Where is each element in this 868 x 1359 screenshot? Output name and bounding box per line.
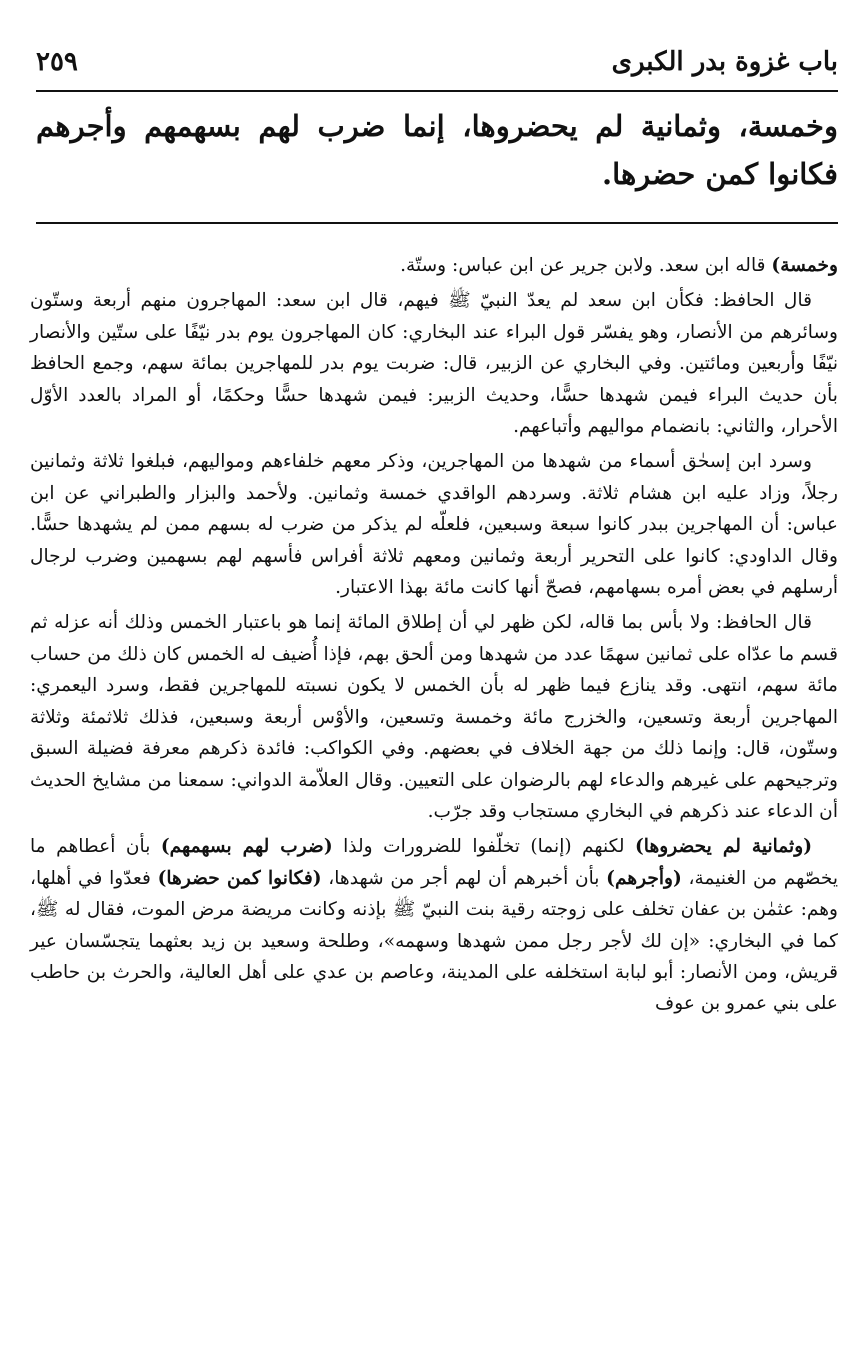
commentary-text: بأن أخبرهم أن لهم أجر من شهدها، [321, 867, 607, 889]
commentary-paragraph-4 [30, 607, 838, 827]
commentary-text: قال الحافظ: ولا بأس بما قاله، لكن ظهر لي أن إطلاق المائة إنما هو باعتبار الخمس وذلك أنه عزله ثم قسم ما عدّاه على ثمانين سهمًا عدد من شهدها ومن ألحق بهم، فإذا أُضيف له الخمس كان ذلك من حساب مائة سهم، انتهى. وقد ينازع فيما ظهر له بأن الخمس لا يكون نسبته للمهاجرين فقط، وسرد اليعمري: المهاجرين أربعة وتسعين، والخزرج مائة وخمسة وتسعين، والأوْس أربعة وسبعين، فذلك ثلاثمئة وثلاثة وستّون، قال: وإنما ذلك من جهة الخلاف في بعضهم. وفي الكواكب: فائدة ذكرهم معرفة فضيلة السبق وترجيحهم على غيرهم والدعاء لهم بالرضوان على التعيين. وقال العلاّمة الدواني: سمعنا من مشايخ الحديث أن الدعاء عند ذكرهم في البخاري مستجاب وقد جرّب. [30, 612, 838, 822]
commentary-paragraph-3 [30, 446, 838, 603]
lemma: (وأجرهم) [606, 867, 682, 889]
commentary-text: لكنهم (إنما) تخلّفوا للضرورات ولذا [332, 836, 635, 858]
lemma: (ضرب لهم بسهمهم) [160, 836, 333, 858]
commentary-text: قاله ابن سعد. ولابن جرير عن ابن عباس: وستّة. [400, 255, 772, 276]
divider-rule [36, 222, 838, 224]
commentary-text: وسرد ابن إسحٰق أسماء من شهدها من المهاجرين، وذكر معهم خلفاءهم ومواليهم، فبلغوا ثلاثة وثمانين رجلاً، وزاد عليه ابن هشام ثلاثة. وسردهم الواقدي خمسة وثمانين. ولأحمد والبزار والطبراني عن ابن عباس: أن المهاجرين ببدر كانوا سبعة وسبعين، فلعلّه لم يذكر من ضرب له بسهم ممن لم يشهدها حسًّا. وقال الداودي: كانوا على التحرير أربعة وثمانين ومعهم ثلاثة أفراس فأسهم لهم بسهمين وضرب لرجال أرسلهم في بعض أمره بسهامهم، فصحّ أنها كانت مائة بهذا الاعتبار. [30, 451, 838, 599]
header-rule [36, 90, 838, 92]
commentary [30, 250, 838, 1024]
lemma: (وثمانية لم يحضروها) [635, 836, 812, 858]
commentary-text: فعدّوا في أهلها، وهم: عثمٰن بن عفان تخلف على زوجته رقية بنت النبيّ ﷺ بإذنه وكانت مريضة مرض الموت، فقال له ﷺ، كما في البخاري: «إن لك لأجر رجل ممن شهدها وسهمه»، وطلحة وسعيد بن زيد بعثهما يتجسّسان عير قريش، ومن الأنصار: أبو لبابة استخلفه على المدينة، وعاصم بن عدي على أهل العالية، والحرث بن حاطب على بني عمرو بن عوف [30, 867, 838, 1015]
commentary-paragraph-5 [30, 831, 838, 1019]
commentary-paragraph-2 [30, 285, 838, 442]
running-title: باب غزوة بدر الكبرى [611, 47, 838, 77]
commentary-text: بأن أعطاهم ما يخصّهم من الغنيمة، [30, 836, 838, 889]
lemma: وخمسة) [771, 255, 838, 276]
commentary-paragraph-1 [30, 250, 838, 281]
commentary-text: قال الحافظ: فكأن ابن سعد لم يعدّ النبيّ ﷺ فيهم، قال ابن سعد: المهاجرون منهم أربعة وستّون وسائرهم من الأنصار، وهو يفسّر قول البراء عند البخاري: كان المهاجرون يوم بدر نيّفًا على ستّين والأنصار نيّفًا وأربعين ومائتين. وفي البخاري عن الزبير، قال: ضربت يوم بدر للمهاجرين بمائة سهم، وجمع الحافظ بأن حديث البراء فيمن شهدها حسًّا، وحديث الزبير: فيمن شهدها حسًّا وحكمًا، أو المراد بالعدد الأوّل الأحرار، والثاني: بانضمام مواليهم وأتباعهم. [30, 290, 838, 438]
main-text [36, 102, 838, 198]
page-number: ٢٥٩ [36, 47, 78, 77]
page-header [36, 38, 838, 86]
main-text-content: وخمسة، وثمانية لم يحضروها، إنما ضرب لهم بسهمهم وأجرهم فكانوا كمن حضرها. [36, 109, 838, 191]
lemma: (فكانوا كمن حضرها) [157, 867, 322, 889]
